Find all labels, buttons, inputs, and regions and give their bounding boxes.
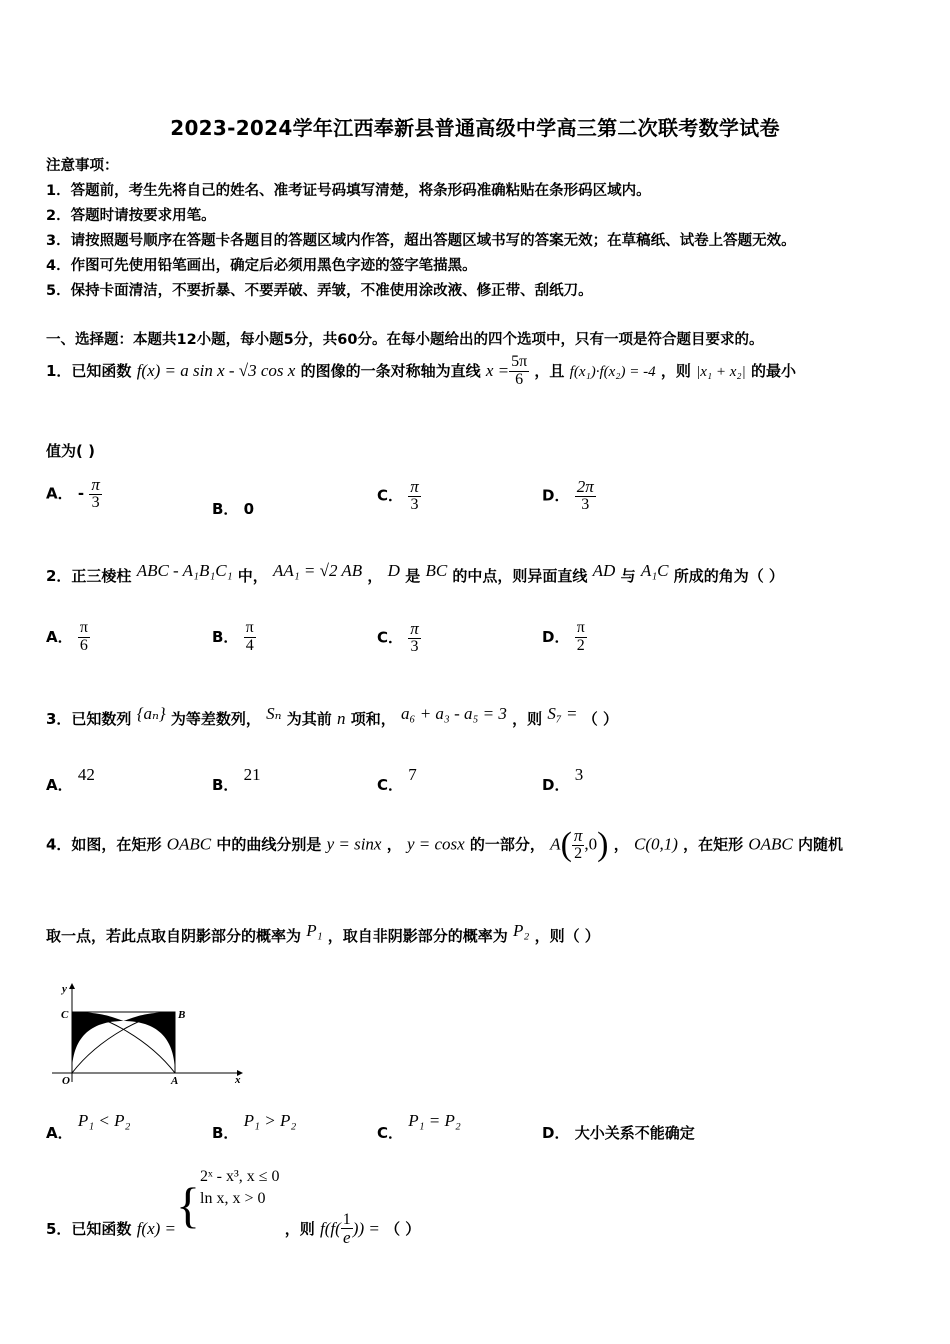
option-label: B． (212, 776, 239, 794)
option-fraction (89, 476, 102, 512)
q5-text: ，则 (284, 1220, 315, 1238)
fraction-numerator: π (79, 619, 88, 636)
q3-partial-sum: Sₙ (266, 704, 282, 723)
page-title: 2023-2024学年江西奉新县普通高级中学高三第二次联考数学试卷 (170, 116, 780, 140)
q4-option-d[interactable] (542, 1122, 695, 1143)
q3-sequence: {aₙ} (136, 704, 166, 723)
fraction-numerator: π (91, 475, 100, 494)
fraction-denominator: 4 (244, 637, 256, 655)
q4-text: ，在矩形 (683, 835, 744, 854)
q4-text: 4．如图，在矩形 (46, 835, 162, 854)
q1-option-a[interactable] (46, 476, 102, 512)
q2-text: ， (367, 567, 383, 585)
option-label: C． (377, 628, 404, 647)
q4-text: 内随机 (798, 835, 844, 854)
option-value: 0 (243, 500, 255, 518)
q1-option-b[interactable] (212, 498, 254, 519)
q2-point-d: D (387, 561, 400, 580)
option-sign: - (77, 484, 85, 503)
option-fraction (408, 478, 421, 514)
q4-point-a-fraction (572, 827, 585, 863)
option-label: D． (542, 1124, 570, 1142)
option-value: 21 (243, 765, 261, 784)
q3-text: 为其前 (286, 710, 332, 728)
q5-function-lhs: f(x) = (136, 1219, 176, 1238)
option-fraction (244, 620, 256, 655)
fraction-numerator: 5π (511, 353, 528, 370)
option-value: 大小关系不能确定 (574, 1124, 695, 1142)
q1-function: f(x) = a sin x - √3 cos x (136, 360, 296, 380)
q3-option-c[interactable] (377, 764, 417, 794)
q2-line-ad: AD (592, 561, 616, 580)
q2-option-d[interactable] (542, 620, 587, 655)
q2-option-a[interactable] (46, 620, 90, 655)
option-value: 42 (77, 765, 95, 784)
notice-item: 5．保持卡面清洁，不要折暴、不要弄破、弄皱，不准使用涂改液、修正带、刮纸刀。 (46, 283, 593, 299)
q4-text: ，取自非阴影部分的概率为 (327, 927, 508, 945)
option-label: B． (212, 627, 239, 646)
fraction-denominator: 2 (575, 637, 587, 655)
point-label-o: O (62, 1075, 70, 1087)
fraction-denominator: 3 (408, 638, 421, 656)
option-label: D． (542, 776, 570, 794)
fraction-numerator: π (573, 826, 583, 846)
q3-option-b[interactable] (212, 764, 261, 794)
question-2 (46, 561, 784, 586)
q5-text: （ ） (385, 1220, 421, 1238)
question-4 (46, 826, 843, 864)
q5-piecewise-cases (200, 1168, 280, 1208)
q1-continuation: 值为( ) (46, 442, 95, 460)
q2-option-c[interactable] (377, 620, 421, 656)
q2-line-a1c: A₁C (640, 561, 669, 580)
fraction-denominator: 6 (78, 637, 90, 655)
option-label: A． (46, 1124, 73, 1142)
q3-equation: a₆ + a₃ - a₅ = 3 (401, 704, 507, 723)
q4-figure (44, 978, 254, 1090)
option-fraction (78, 620, 90, 655)
option-fraction (575, 478, 596, 514)
q1-option-d[interactable] (542, 478, 596, 514)
axis-label-y: y (62, 983, 67, 995)
q2-text: 是 (405, 567, 421, 585)
fraction-denominator: 3 (89, 494, 102, 512)
q1-text: 的最小 (750, 361, 796, 380)
q2-condition: AA₁ = √2 AB (272, 561, 363, 580)
option-label: A． (46, 627, 73, 646)
q3-text: 3．已知数列 (46, 710, 132, 728)
q1-text: 的图像的一条对称轴为直线 (300, 361, 481, 380)
fraction-denominator: 3 (408, 496, 421, 514)
q4-option-a[interactable] (46, 1110, 131, 1142)
option-label: B． (212, 500, 239, 518)
q2-text: 2．正三棱柱 (46, 567, 132, 585)
q4-text: 中的曲线分别是 (216, 835, 322, 854)
q1-condition: f(x₁)·f(x₂) = -4 (569, 363, 656, 380)
question-5 (46, 1168, 421, 1248)
q4-point-a-y: ,0 (584, 834, 598, 854)
fraction-numerator: π (410, 477, 419, 496)
q5-composite-pre: f(f( (320, 1219, 341, 1238)
q2-option-b[interactable] (212, 620, 256, 655)
fraction-denominator: e (341, 1228, 353, 1247)
option-label: C． (377, 776, 404, 794)
q4-cosine-curve: y = cosx (406, 834, 465, 854)
q4-option-b[interactable] (212, 1110, 297, 1142)
q4-continuation (46, 921, 600, 946)
axis-label-x: x (235, 1074, 241, 1086)
q4-p2: P₂ (513, 921, 530, 940)
option-label: D． (542, 627, 570, 646)
option-value: P₁ = P₂ (408, 1111, 461, 1130)
option-label: A． (46, 776, 73, 794)
option-fraction (408, 620, 421, 656)
q5-brace: { (176, 1177, 200, 1233)
option-value: 7 (408, 765, 417, 784)
q3-text: 为等差数列， (170, 710, 261, 728)
q1-text: 1．已知函数 (46, 361, 132, 380)
q5-case-2: ln x, x > 0 (200, 1190, 266, 1207)
fraction-numerator: 1 (342, 1210, 351, 1228)
q4-text: 的一部分， (469, 835, 545, 854)
q4-text: 取一点，若此点取自阴影部分的概率为 (46, 927, 302, 945)
option-fraction (575, 620, 587, 655)
q5-text: 5．已知函数 (46, 1220, 132, 1238)
point-label-c: C (61, 1009, 69, 1021)
fraction-denominator: 2 (572, 845, 585, 863)
option-label: A． (46, 484, 73, 503)
q2-text: 中， (237, 567, 268, 585)
q4-text: ，则（ ） (534, 927, 600, 945)
q2-text: 的中点，则异面直线 (452, 567, 588, 585)
q3-text: 项和， (350, 710, 396, 728)
q4-rectangle: OABC (748, 834, 793, 854)
fraction-numerator: π (245, 619, 254, 636)
q3-text: ，则 (512, 710, 543, 728)
q5-composite-post: )) = (352, 1219, 380, 1238)
paren-close: ) (597, 826, 609, 863)
q3-option-a[interactable] (46, 764, 95, 794)
option-label: D． (542, 486, 570, 505)
q4-point-c: C(0,1) (633, 834, 678, 854)
q1-option-c[interactable] (377, 478, 421, 514)
fraction-numerator: π (576, 619, 585, 636)
option-value: 3 (574, 765, 584, 784)
point-label-a: A (171, 1075, 179, 1087)
notice-item: 2．答题时请按要求用笔。 (46, 208, 216, 224)
q3-n: n (337, 709, 346, 728)
option-label: C． (377, 486, 404, 505)
q3-option-d[interactable] (542, 764, 584, 794)
q1-text: ，且 (534, 361, 565, 380)
option-value: P₁ < P₂ (77, 1111, 131, 1130)
q2-text: 与 (620, 567, 636, 585)
fraction-numerator: π (410, 619, 419, 638)
fraction-denominator: 3 (575, 496, 596, 514)
q5-fraction (341, 1212, 353, 1248)
paren-open: ( (560, 826, 572, 863)
question-3 (46, 704, 618, 729)
notice-heading: 注意事项： (46, 158, 119, 174)
section-heading: 一、选择题：本题共12小题，每小题5分，共60分。在每小题给出的四个选项中，只有一项是符合题目要求的。 (46, 332, 764, 348)
q5-case-1: 2ˣ - x³, x ≤ 0 (200, 1168, 280, 1185)
fraction-denominator: 6 (509, 371, 529, 389)
q3-text: （ ） (582, 710, 618, 728)
q4-option-c[interactable] (377, 1110, 461, 1142)
fraction-numerator: 2π (576, 477, 594, 496)
q2-segment-bc: BC (425, 561, 448, 580)
q4-point-a: A (550, 834, 561, 854)
q1-abs-expression: |x₁ + x₂| (696, 363, 746, 380)
q1-axis-lhs: x = (485, 360, 510, 380)
question-1 (46, 354, 796, 389)
q4-sine-curve: y = sinx (326, 834, 382, 854)
notice-item: 4．作图可先使用铅笔画出，确定后必须用黑色字迹的签字笔描黑。 (46, 258, 477, 274)
q1-axis-fraction (509, 354, 529, 389)
q2-text: 所成的角为（ ） (673, 567, 784, 585)
option-label: B． (212, 1124, 239, 1142)
notice-item: 3．请按照题号顺序在答题卡各题目的答题区域内作答，超出答题区域书写的答案无效；在草稿纸、试卷上答题无效。 (46, 233, 796, 249)
shaded-region (72, 1012, 175, 1073)
option-label: C． (377, 1124, 404, 1142)
q3-s7: S₇ = (547, 704, 578, 723)
q4-text: ， (386, 835, 402, 854)
q1-text: ，则 (660, 361, 691, 380)
q4-p1: P₁ (306, 921, 323, 940)
q4-text: ， (613, 835, 629, 854)
notice-item: 1．答题前，考生先将自己的姓名、准考证号码填写清楚，将条形码准确粘贴在条形码区域内。 (46, 183, 651, 199)
option-value: P₁ > P₂ (243, 1111, 297, 1130)
point-label-b: B (178, 1009, 186, 1021)
q2-prism: ABC - A₁B₁C₁ (136, 561, 233, 580)
q4-rectangle: OABC (166, 834, 212, 854)
